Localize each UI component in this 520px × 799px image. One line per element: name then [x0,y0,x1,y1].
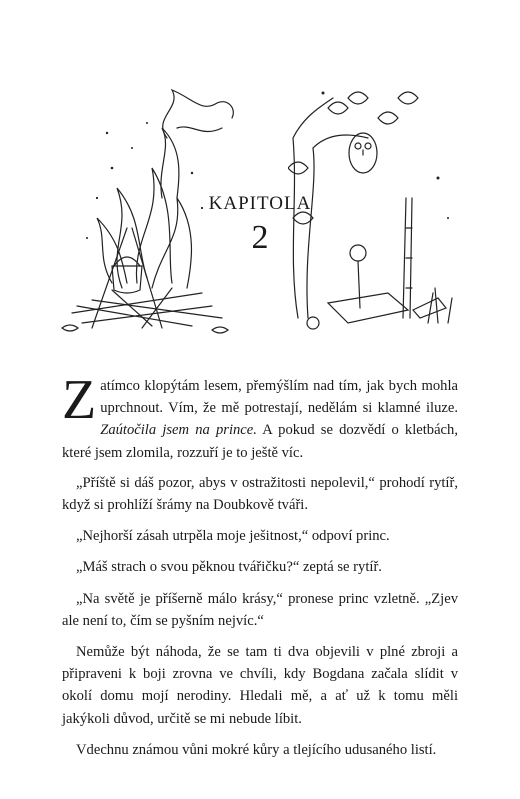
paragraph: Zatímco klopýtám lesem, přemýšlím nad tím, jak bych mohla uprchnout. Vím, že mě potrestají, nedělám si klamné iluze. Zaútočila jsem na prince. A pokud se dozvědí o kletbách, které jsem zlomila, rozzuří je to ještě víc. [62,369,458,461]
body-text [62,369,458,770]
paragraph: „Na světě je příšerně málo krásy,“ pronese princ vzletně. „Zjev ale není to, čím se pyšním nejvíc.“ [62,590,458,629]
chapter-label: KAPITOLA [208,193,312,214]
paragraph: „Příště si dáš pozor, abys v ostražitosti nepolevil,“ prohodí rytíř, když si prohlíží šrámy na Doubkově tváři. [62,474,458,514]
paragraph: „Nejhorší zásah utrpěla moje ješitnost,“ odpoví princ. [76,528,390,545]
drop-cap: Z [62,369,97,431]
paragraph: Nemůže být náhoda, že se tam ti dva objevili v plné zbroji a připraveni k boji zrovna ve chvíli, kdy Bogdana začala slídit v okolí domu mojí nerodiny. Hledali mě, a ať už k tomu měli jakýkoli důvod, určitě se mi nebude líbit. [62,644,458,727]
chapter-heading [190,192,330,258]
chapter-number: 2 [251,219,269,256]
paragraph: „Máš strach o svou pěknou tvářičku?“ zeptá se rytíř. [76,559,382,576]
paragraph: Vdechnu známou vůni mokré kůry a tlejícího udusaného listí. [76,741,437,758]
